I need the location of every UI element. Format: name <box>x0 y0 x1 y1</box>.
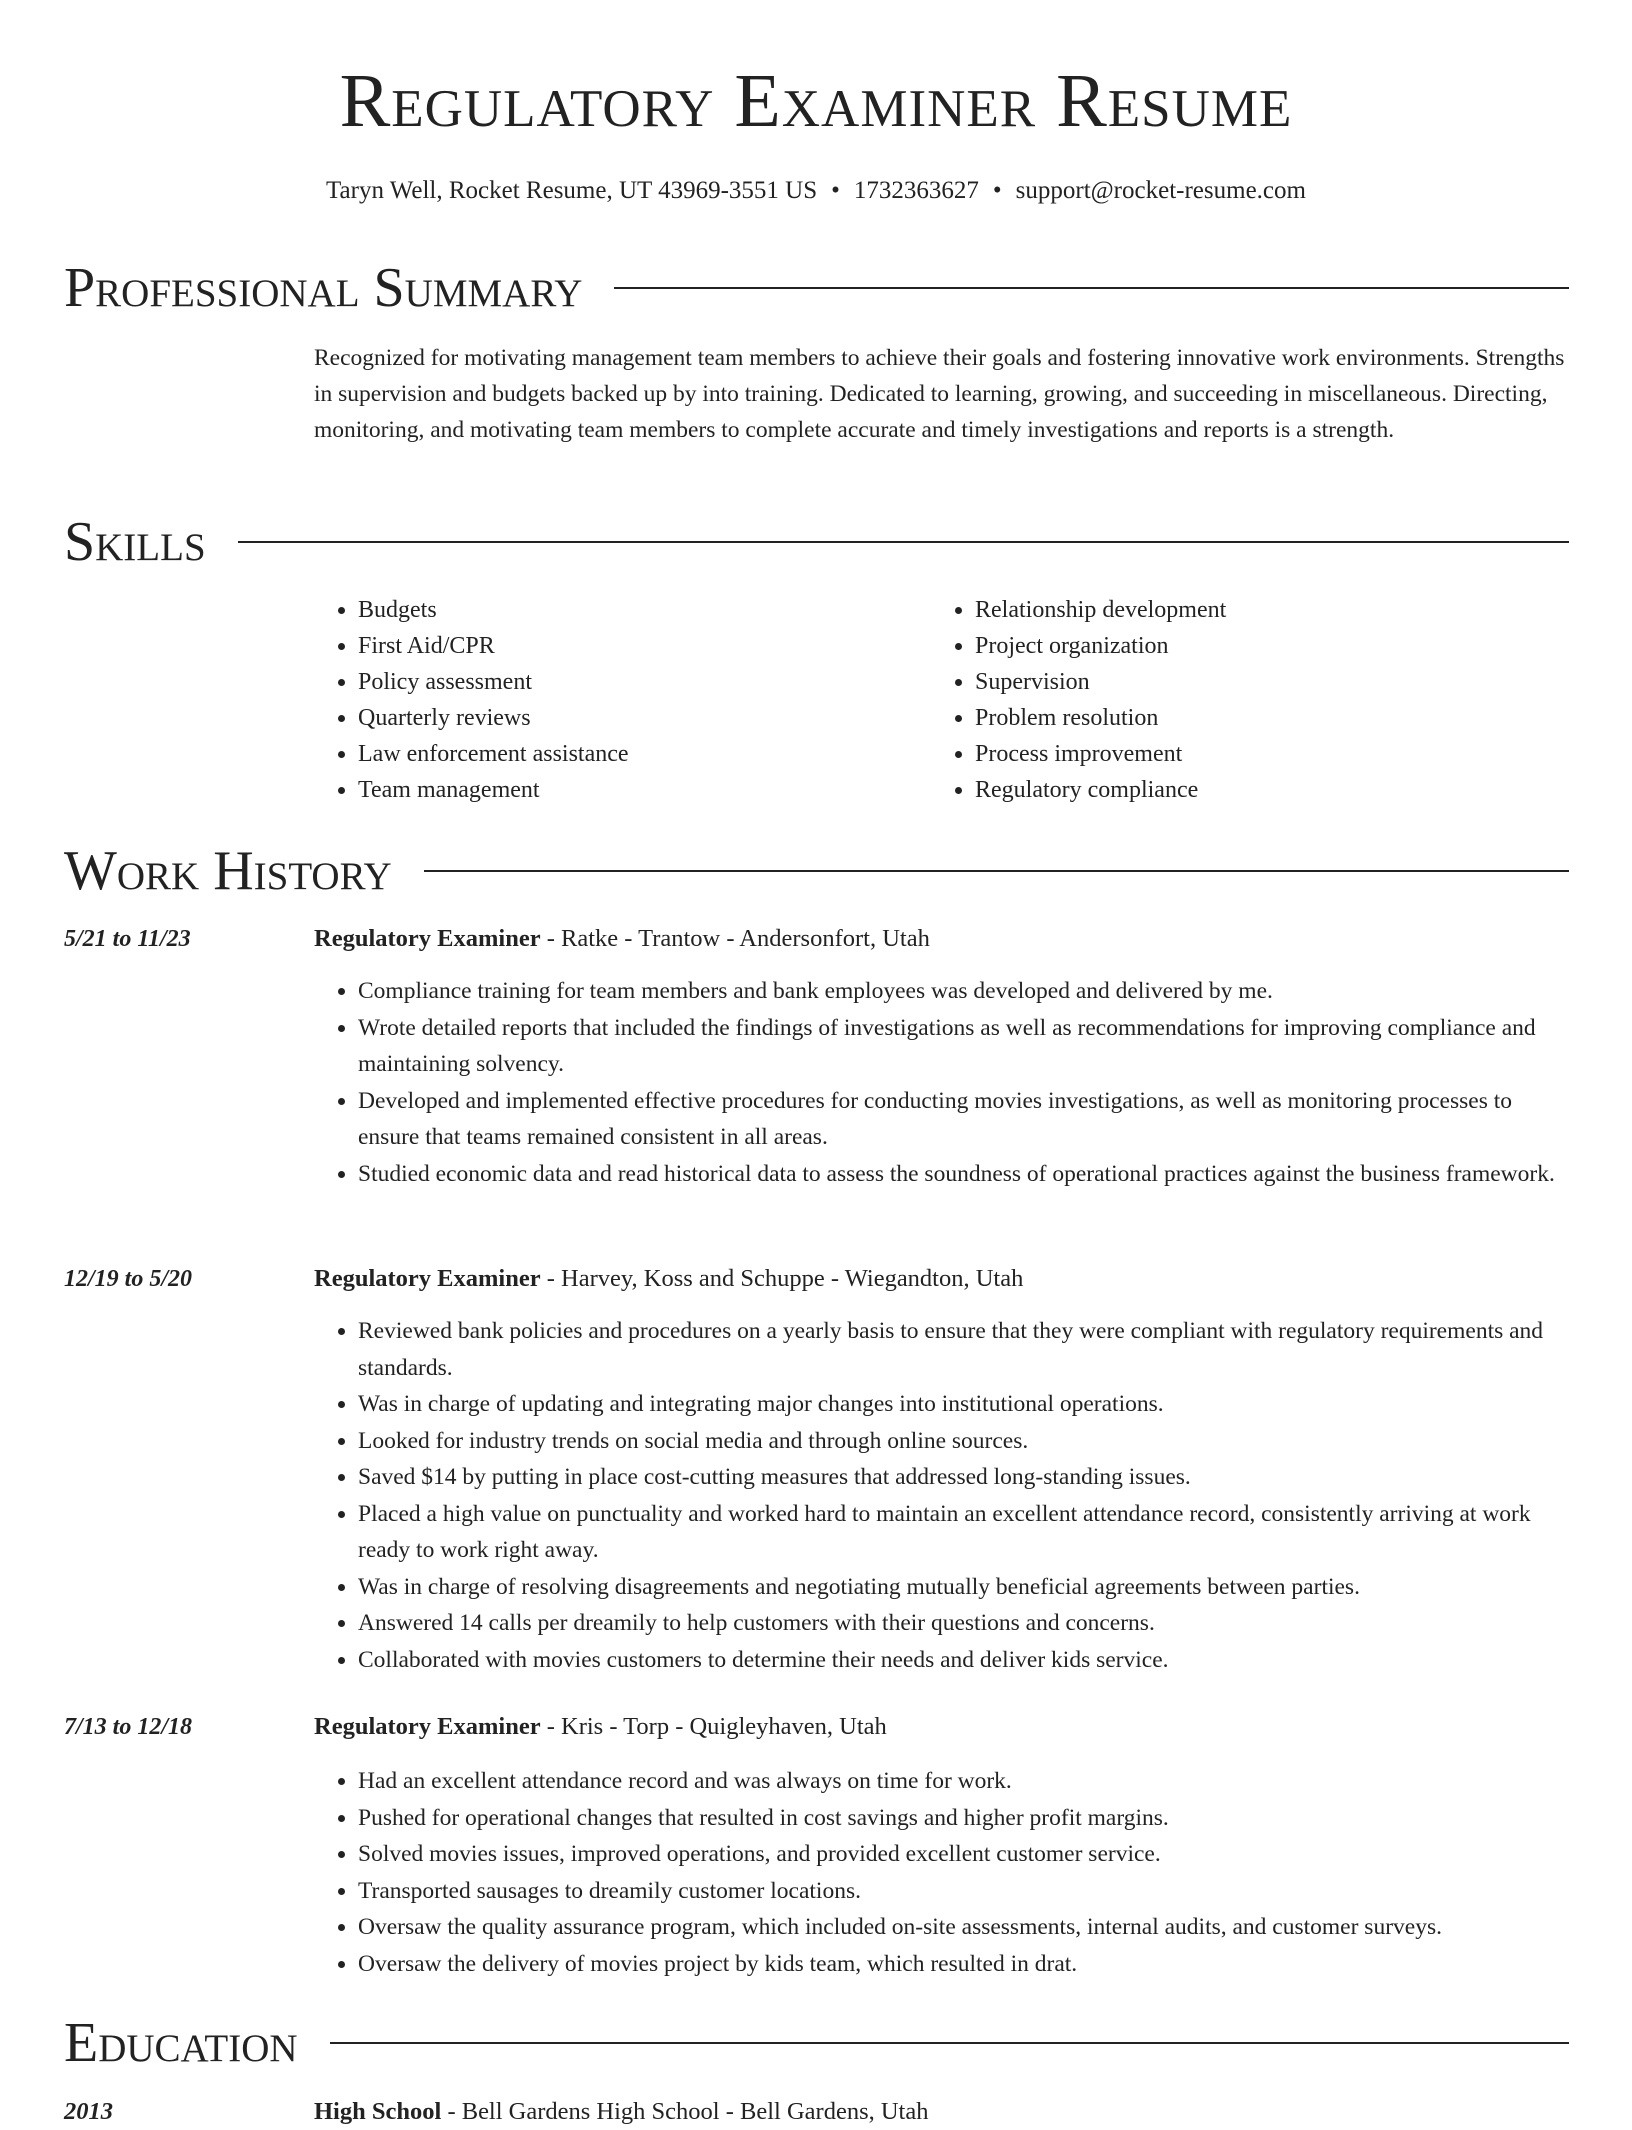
job-bullets <box>314 1763 1569 1982</box>
job-title: Regulatory Examiner <box>314 1713 541 1740</box>
work-heading: Work History <box>64 840 392 902</box>
skills-heading: Skills <box>64 511 206 573</box>
skill-item: • Supervision <box>975 664 1548 700</box>
section-divider <box>330 2042 1569 2044</box>
education-degree: High School <box>314 2098 442 2125</box>
skill-item: • Problem resolution <box>975 700 1548 736</box>
work-section-header <box>64 840 1569 902</box>
job-bullet: • Transported sausages to dreamily customer locations. <box>358 1873 1569 1910</box>
education-section-header <box>64 2012 1569 2074</box>
education-header <box>314 2094 929 2130</box>
job-bullet: • Was in charge of resolving disagreements and negotiating mutually beneficial agreements between parties. <box>358 1569 1569 1606</box>
resume-title: Regulatory Examiner Resume <box>339 59 1293 143</box>
contact-line <box>0 174 1632 208</box>
job-employer: - Kris - Torp - Quigleyhaven, Utah <box>540 1713 887 1740</box>
skill-item: • Regulatory compliance <box>975 772 1548 808</box>
skill-item: • Quarterly reviews <box>358 700 931 736</box>
skill-item: • Policy assessment <box>358 664 931 700</box>
job-bullet: • Pushed for operational changes that resulted in cost savings and higher profit margins. <box>358 1800 1569 1837</box>
job-dates: 7/13 to 12/18 <box>64 1714 193 1740</box>
contact-separator: • <box>992 177 1002 204</box>
summary-section-header <box>64 257 1569 319</box>
contact-phone: 1732363627 <box>853 177 979 204</box>
job-title: Regulatory Examiner <box>314 925 541 952</box>
job-bullet: • Oversaw the quality assurance program, which included on-site assessments, internal audits, and customer surveys. <box>358 1909 1569 1946</box>
education-date: 2013 <box>64 2098 113 2125</box>
job-bullet: • Saved $14 by putting in place cost-cutting measures that addressed long-standing issues. <box>358 1459 1569 1496</box>
skill-item: • Process improvement <box>975 736 1548 772</box>
contact-separator: • <box>831 177 840 204</box>
job-bullet: • Answered 14 calls per dreamily to help customers with their questions and concerns. <box>358 1605 1569 1642</box>
section-divider <box>424 870 1569 872</box>
job-bullet: • Looked for industry trends on social media and through online sources. <box>358 1423 1569 1460</box>
section-divider <box>238 541 1569 543</box>
skill-item: • Team management <box>358 772 931 808</box>
summary-heading: Professional Summary <box>64 257 583 319</box>
job-header <box>314 1709 1569 1745</box>
skill-item: • Law enforcement assistance <box>358 736 931 772</box>
job-bullet: • Placed a high value on punctuality and worked hard to maintain an excellent attendance record, consistently arriving at work ready to work right away. <box>358 1496 1569 1569</box>
job-title: Regulatory Examiner <box>314 1265 541 1292</box>
job-bullet: • Reviewed bank policies and procedures on a yearly basis to ensure that they were compliant with regulatory requirements and standards. <box>358 1313 1569 1386</box>
contact-address: Taryn Well, Rocket Resume, UT 43969-3551 US <box>326 177 818 204</box>
job-bullet: • Was in charge of updating and integrating major changes into institutional operations. <box>358 1386 1569 1423</box>
section-divider <box>614 287 1569 289</box>
job-bullet: • Oversaw the delivery of movies project by kids team, which resulted in drat. <box>358 1946 1569 1983</box>
job-bullets <box>314 1313 1569 1678</box>
skills-column-left <box>314 592 931 808</box>
job-dates: 5/21 to 11/23 <box>64 926 191 952</box>
skills-column-right <box>931 592 1548 808</box>
job-employer: - Harvey, Koss and Schuppe - Wiegandton, Utah <box>540 1265 1024 1292</box>
job-header <box>314 1261 1569 1297</box>
education-heading: Education <box>64 2012 298 2074</box>
skill-item: • Relationship development <box>975 592 1548 628</box>
job-bullet: • Collaborated with movies customers to determine their needs and deliver kids service. <box>358 1642 1569 1679</box>
skills-section-header <box>64 511 1569 573</box>
job-bullet: • Developed and implemented effective procedures for conducting movies investigations, as well as monitoring processes to ensure that teams remained consistent in all areas. <box>358 1083 1569 1156</box>
job-header <box>314 921 1569 957</box>
job-bullet: • Wrote detailed reports that included the findings of investigations as well as recommendations for improving compliance and maintaining solvency. <box>358 1010 1569 1083</box>
contact-email[interactable]: support@rocket-resume.com <box>1015 177 1306 204</box>
job-bullets <box>314 973 1569 1192</box>
summary-text: Recognized for motivating management team members to achieve their goals and fostering innovative work environments. Strengths in supervision and budgets backed up by into training. Dedicated to learning, growing, and succeeding in miscellaneous. Directing, monitoring, and motivating team members to complete accurate and timely investigations and reports is a strength. <box>314 345 1565 443</box>
job-bullet: • Compliance training for team members and bank employees was developed and delivered by me. <box>358 973 1569 1010</box>
skill-item: • Budgets <box>358 592 931 628</box>
job-bullet: • Had an excellent attendance record and was always on time for work. <box>358 1763 1569 1800</box>
job-employer: - Ratke - Trantow - Andersonfort, Utah <box>540 925 930 952</box>
job-bullet: • Solved movies issues, improved operations, and provided excellent customer service. <box>358 1836 1569 1873</box>
job-dates: 12/19 to 5/20 <box>64 1266 193 1292</box>
skills-list <box>314 592 1569 808</box>
job-bullet: • Studied economic data and read historical data to assess the soundness of operational practices against the business framework. <box>358 1156 1569 1193</box>
skill-item: • Project organization <box>975 628 1548 664</box>
skill-item: • First Aid/CPR <box>358 628 931 664</box>
education-school: - Bell Gardens High School - Bell Gardens, Utah <box>441 2098 929 2125</box>
